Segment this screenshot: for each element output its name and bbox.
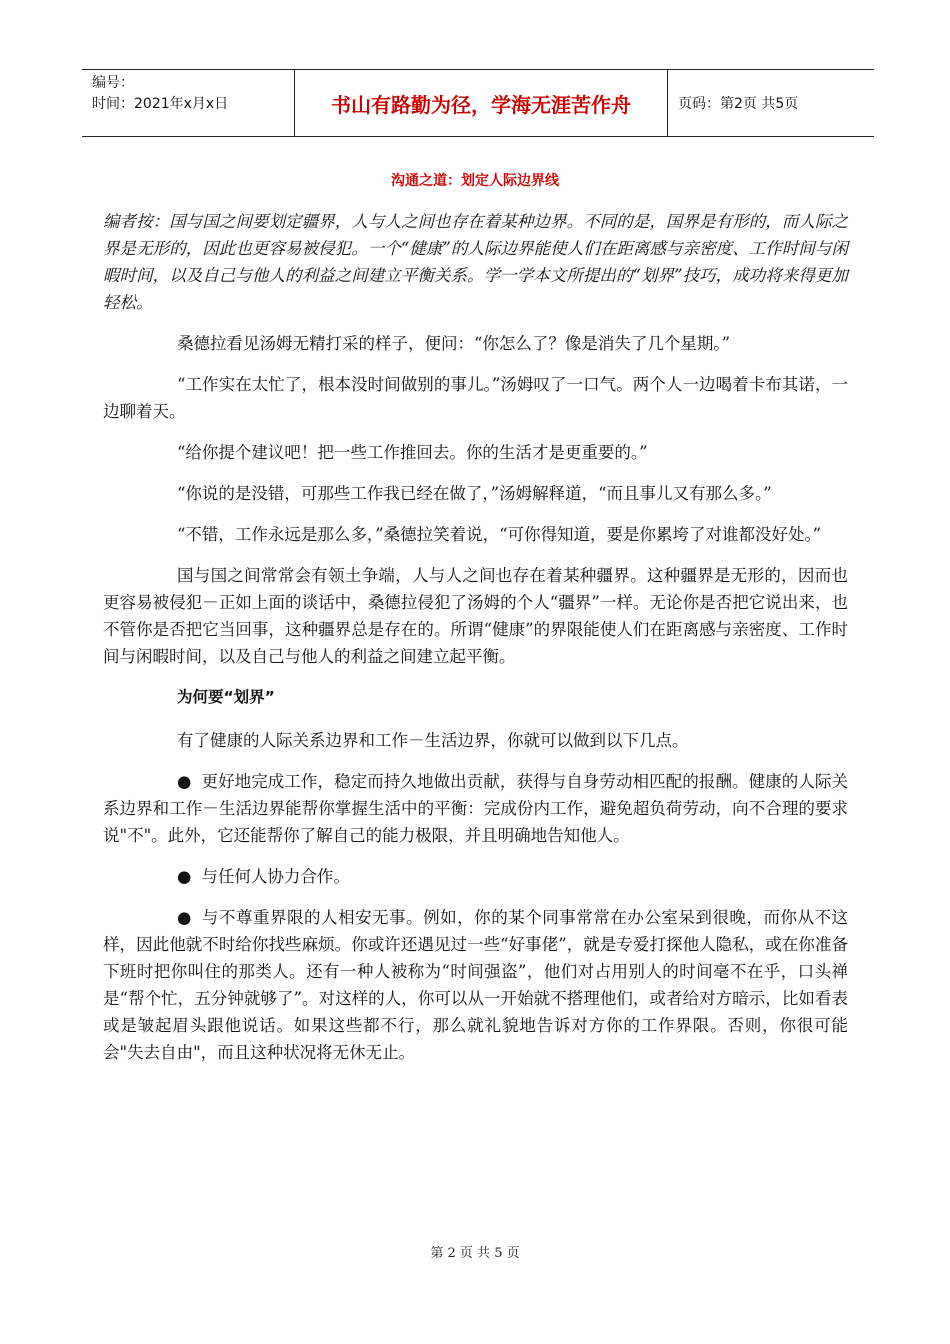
- time-label: 时间：2021年x月x日: [92, 96, 229, 112]
- bullet-text: 与任何人协力合作。: [201, 867, 350, 886]
- bullet-item: [103, 768, 848, 849]
- bullet-icon: ●: [177, 908, 192, 927]
- paragraph: “你说的是没错，可那些工作我已经在做了，”汤姆解释道，“而且事儿又有那么多。”: [177, 484, 772, 503]
- paragraph: “给你提个建议吧！把一些工作推回去。你的生活才是更重要的。”: [177, 443, 648, 462]
- bullet-text: 与不尊重界限的人相安无事。例如，你的某个同事常常在办公室呆到很晚，而你从不这样，因此他就不时给你找些麻烦。你或许还遇见过一些“好事佬”，就是专爱打探他人隐私，或在你准备下班时把你叫住的那类人。还有一种人被称为“时间强盗”，他们对占用别人的时间毫不在乎，口头禅是“帮个忙，五分钟就够了”。对这样的人，你可以从一开始就不搭理他们，或者给对方暗示，比如看表或是皱起眉头跟他说话。如果这些都不行，那么就礼貌地告诉对方你的工作界限。否则，你很可能会"失去自由"，而且这种状况将无休无止。: [103, 908, 848, 1062]
- paragraph: “不错，工作永远是那么多，”桑德拉笑着说，“可你得知道，要是你累垮了对谁都没好处。”: [177, 525, 822, 544]
- bullet-icon: ●: [177, 772, 192, 791]
- paragraph: 桑德拉看见汤姆无精打采的样子，便问：“你怎么了？像是消失了几个星期。”: [177, 334, 731, 353]
- page-header: [82, 69, 874, 137]
- section-heading: 为何要“划界”: [177, 688, 275, 706]
- header-meta: [82, 70, 294, 136]
- header-page-info: 页码：第2页 共5页: [678, 96, 799, 112]
- bullet-item: [103, 904, 848, 1066]
- bullet-text: 更好地完成工作，稳定而持久地做出贡献，获得与自身劳动相匹配的报酬。健康的人际关系边界和工作－生活边界能帮你掌握生活中的平衡：完成份内工作，避免超负荷劳动，向不合理的要求说"不"。此外，它还能帮你了解自己的能力极限，并且明确地告知他人。: [103, 772, 848, 845]
- page-footer: 第 2 页 共 5 页: [430, 1246, 520, 1261]
- bullet-icon: ●: [177, 867, 192, 886]
- section-intro: 有了健康的人际关系边界和工作－生活边界，你就可以做到以下几点。: [177, 731, 689, 750]
- header-motto: 书山有路勤为径，学海无涯苦作舟: [294, 70, 668, 136]
- number-label: 编号：: [92, 75, 134, 91]
- bullet-item: [103, 863, 848, 890]
- paragraph: 国与国之间常常会有领土争端，人与人之间也存在着某种疆界。这种疆界是无形的，因而也更容易被侵犯－正如上面的谈话中，桑德拉侵犯了汤姆的个人“疆界”一样。无论你是否把它说出来，也不管你是否把它当回事，这种疆界总是存在的。所谓“健康”的界限能使人们在距离感与亲密度、工作时间与闲暇时间，以及自己与他人的利益之间建立起平衡。: [103, 566, 848, 666]
- article-title: 沟通之道：划定人际边界线: [391, 173, 559, 189]
- editor-note: 编者按：国与国之间要划定疆界，人与人之间也存在着某种边界。不同的是，国界是有形的，而人际之界是无形的，因此也更容易被侵犯。一个“健康”的人际边界能使人们在距离感与亲密度、工作时间与闲暇时间，以及自己与他人的利益之间建立平衡关系。学一学本文所提出的“划界”技巧，成功将来得更加轻松。: [103, 212, 848, 312]
- paragraph: “工作实在太忙了，根本没时间做别的事儿。”汤姆叹了一口气。两个人一边喝着卡布其诺，一边聊着天。: [103, 375, 848, 421]
- article-body: [103, 208, 848, 1080]
